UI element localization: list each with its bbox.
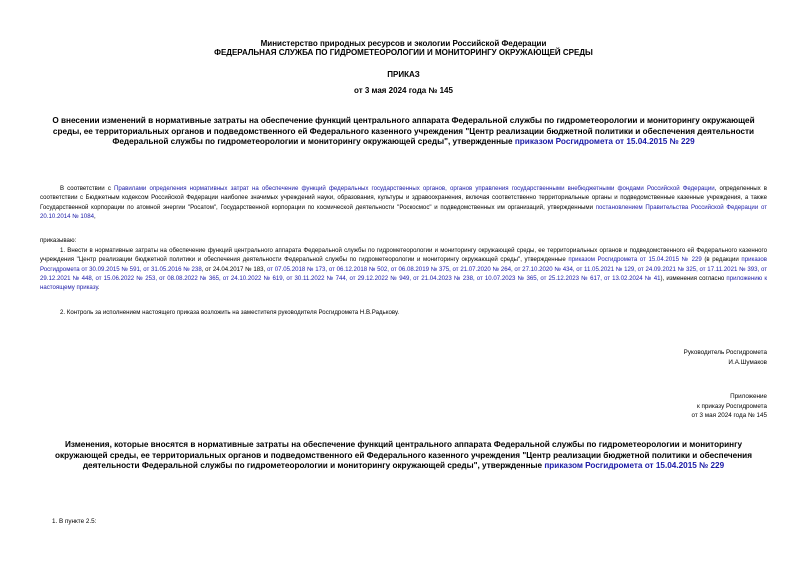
doc-date: от 3 мая 2024 года № 145: [354, 86, 453, 95]
appendix-link[interactable]: приложению к настоящему приказу: [40, 274, 767, 292]
signature-block: [684, 348, 767, 367]
appendix-block: [692, 392, 767, 421]
appendix-to: к приказу Росгидромета: [697, 402, 767, 410]
order-word: приказываю:: [40, 237, 77, 244]
signer-position: Руководитель Росгидромета: [683, 349, 767, 356]
clause-1-text-1: 1. Внести в нормативные затраты на обеспечение функций центрального аппарата Федеральной службы по гидрометеорологии и мониторингу окружающей среды, ее территориальных органов и подведомственного ей Федерального казенного учреждения "Центр реализации бюджетной политики и обеспечения деятельности Федеральной службы по гидрометеорологии и мониторингу окружающей среды", утвержденные: [40, 247, 767, 264]
preamble-text-1: В соответствии с: [60, 185, 114, 192]
doc-title-text: О внесении изменений в нормативные затраты на обеспечение функций центрального аппарата Федеральной службы по гидрометеорологии и мониторингу окружающей среды, ее территориальных органов и подведомственного ей Федерального казенного учреждения "Центр реализации бюджетной политики и обеспечения деятельности Федеральной службы по гидрометеорологии и мониторингу окружающей среды", утвержденные: [52, 116, 755, 146]
point-1: 1. В пункте 2.5:: [52, 518, 97, 525]
appendix-date: от 3 мая 2024 года № 145: [691, 412, 767, 419]
clause-1-text-2: (в редакции: [701, 256, 742, 264]
clause-1-text-3: , от 24.04.2017 № 183,: [201, 265, 267, 273]
doc-type: ПРИКАЗ: [387, 70, 420, 79]
preamble-text-2: , определенных в соответствии с Бюджетным кодексом Российской Федерации наиболее значимых учреждений науки, образования, культуры и здравоохранения, включая соответственно территориальные органы и подведомственные казенные учреждения, а также Государственной корпорации по атомной энергии "Росатом", Государственной корпорации по космической деятельности "Роскосмос" и подведомственных им организаций, утвержденными: [40, 185, 768, 211]
clause-1-text-5: .: [97, 284, 100, 292]
order-229-link[interactable]: приказом Росгидромета от 15.04.2015 № 229: [568, 256, 702, 264]
preamble-text-3: ,: [93, 212, 96, 220]
clause-1-text-4: ), изменения согласно: [660, 274, 727, 282]
service-name: ФЕДЕРАЛЬНАЯ СЛУЖБА ПО ГИДРОМЕТЕОРОЛОГИИ И МОНИТОРИНГУ ОКРУЖАЮЩЕЙ СРЕДЫ: [214, 48, 593, 57]
clause-1: [40, 246, 767, 292]
ministry-name: Министерство природных ресурсов и экологии Российской Федерации: [260, 39, 547, 48]
signer-name: И.А.Шумаков: [728, 358, 767, 366]
appendix-label: Приложение: [730, 393, 767, 400]
orders-2015-2016-link[interactable]: приказов Росгидромета от 30.09.2015 № 591, от 31.05.2016 № 238: [40, 256, 767, 273]
orders-2018-2024-link[interactable]: от 07.05.2018 № 173, от 06.12.2018 № 502, от 06.08.2019 № 375, от 21.07.2020 № 264, от 27.10.2020 № 434, от 11.05.2021 № 129, от 24.09.2021 № 325, от 17.11.2021 № 393, от 29.12.2021 № 448, от 15.06.2022 № 253, от 08.08.2022 № 365, от 24.10.2022 № 619, от 30.11.2022 № 744, от 29.12.2022 № 949, от 21.04.2023 № 238, от 10.07.2023 № 365, от 25.12.2023 № 617, от 13.02.2024 № 41: [40, 265, 767, 282]
rules-link[interactable]: Правилами определения нормативных затрат на обеспечение функций федеральных государственных органов, органов управления государственными внебюджетными фондами Российской Федерации: [114, 185, 715, 192]
resolution-link[interactable]: постановлением Правительства Российской Федерации от 20.10.2014 № 1084: [40, 203, 767, 220]
appendix-title-text: Изменения, которые вносятся в нормативные затраты на обеспечение функций центрального аппарата Федеральной службы по гидрометеорологии и мониторингу окружающей среды, ее территориальных органов и подведомственного ей Федерального казенного учреждения "Центр реализации бюджетной политики и обеспечения деятельности Федеральной службы по гидрометеорологии и мониторингу окружающей среды", утвержденные: [55, 440, 752, 470]
preamble-paragraph: [40, 184, 767, 221]
doc-title-link[interactable]: приказом Росгидромета от 15.04.2015 № 229: [514, 137, 695, 146]
appendix-title: [40, 440, 767, 472]
appendix-title-link[interactable]: приказом Росгидромета от 15.04.2015 № 229: [544, 461, 725, 470]
doc-title: [40, 116, 767, 148]
clause-2: 2. Контроль за исполнением настоящего приказа возложить на заместителя руководителя Росгидромета Н.В.Радькову.: [60, 309, 400, 316]
